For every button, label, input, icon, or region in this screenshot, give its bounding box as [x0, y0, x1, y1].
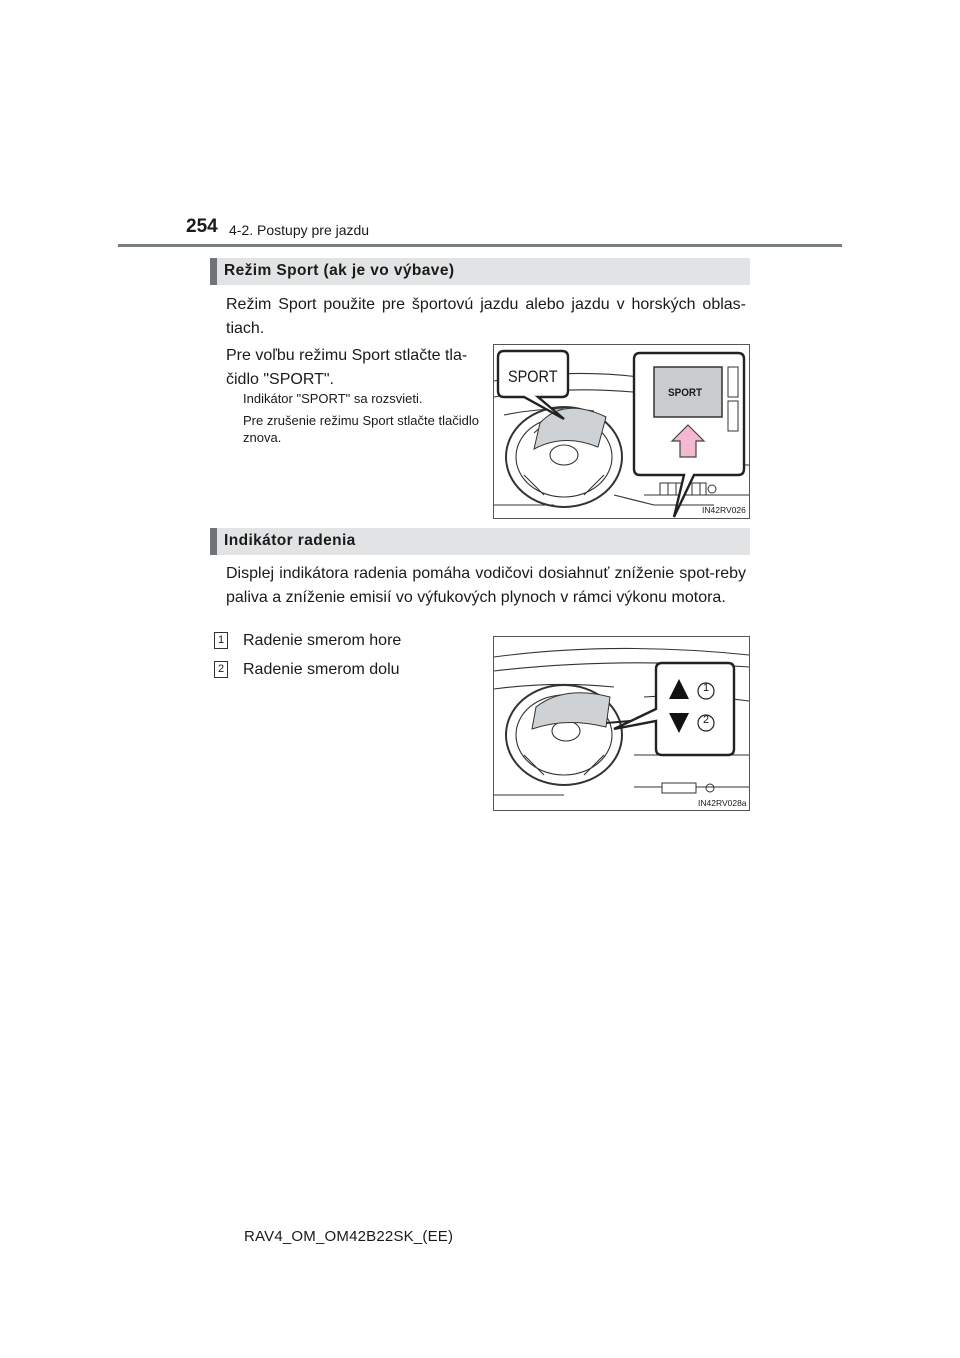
shift-indicator-figure [493, 636, 750, 811]
page-number: 254 [186, 216, 218, 237]
chapter-title: 4-2. Postupy pre jazdu [229, 222, 370, 238]
figure-code: IN42RV028a [698, 798, 747, 808]
item-number-badge: 2 [214, 661, 228, 678]
sport-button-label: SPORT [668, 387, 703, 399]
section-accent [210, 528, 217, 555]
callout-number: 1 [702, 682, 710, 694]
section-title: Indikátor radenia [224, 532, 356, 549]
sport-intro-text: Režim Sport použite pre športovú jazdu alebo jazdu v horských oblas-tiach. [226, 296, 746, 337]
shift-callout [614, 663, 734, 755]
sport-instruction-text: Pre voľbu režimu Sport stlačte tla-čidlo "SPORT". [226, 347, 468, 388]
item-number-badge: 1 [214, 632, 228, 649]
sport-note-cancel: Pre zrušenie režimu Sport stlačte tlačidlo znova. [243, 413, 479, 445]
shift-description-text: Displej indikátora radenia pomáha vodičovi dosiahnuť zníženie spot-reby paliva a zníženie emisií vo výfukových plynoch v rámci výkonu motora. [226, 565, 746, 606]
section-accent [210, 258, 217, 285]
section-header-shift [210, 528, 750, 555]
header-rule [118, 244, 842, 247]
sport-note-indicator: Indikátor "SPORT" sa rozsvieti. [243, 391, 423, 406]
document-code: RAV4_OM_OM42B22SK_(EE) [244, 1228, 454, 1245]
sport-button-figure [493, 344, 750, 519]
item-upshift-label: Radenie smerom hore [243, 632, 402, 649]
item-downshift-label: Radenie smerom dolu [243, 661, 400, 678]
dashboard-illustration [494, 637, 749, 810]
figure-code: IN42RV026 [702, 505, 746, 515]
section-title: Režim Sport (ak je vo výbave) [224, 262, 455, 279]
callout-number: 2 [702, 714, 710, 726]
section-header-sport [210, 258, 750, 285]
sport-callout-label: SPORT [508, 367, 558, 386]
